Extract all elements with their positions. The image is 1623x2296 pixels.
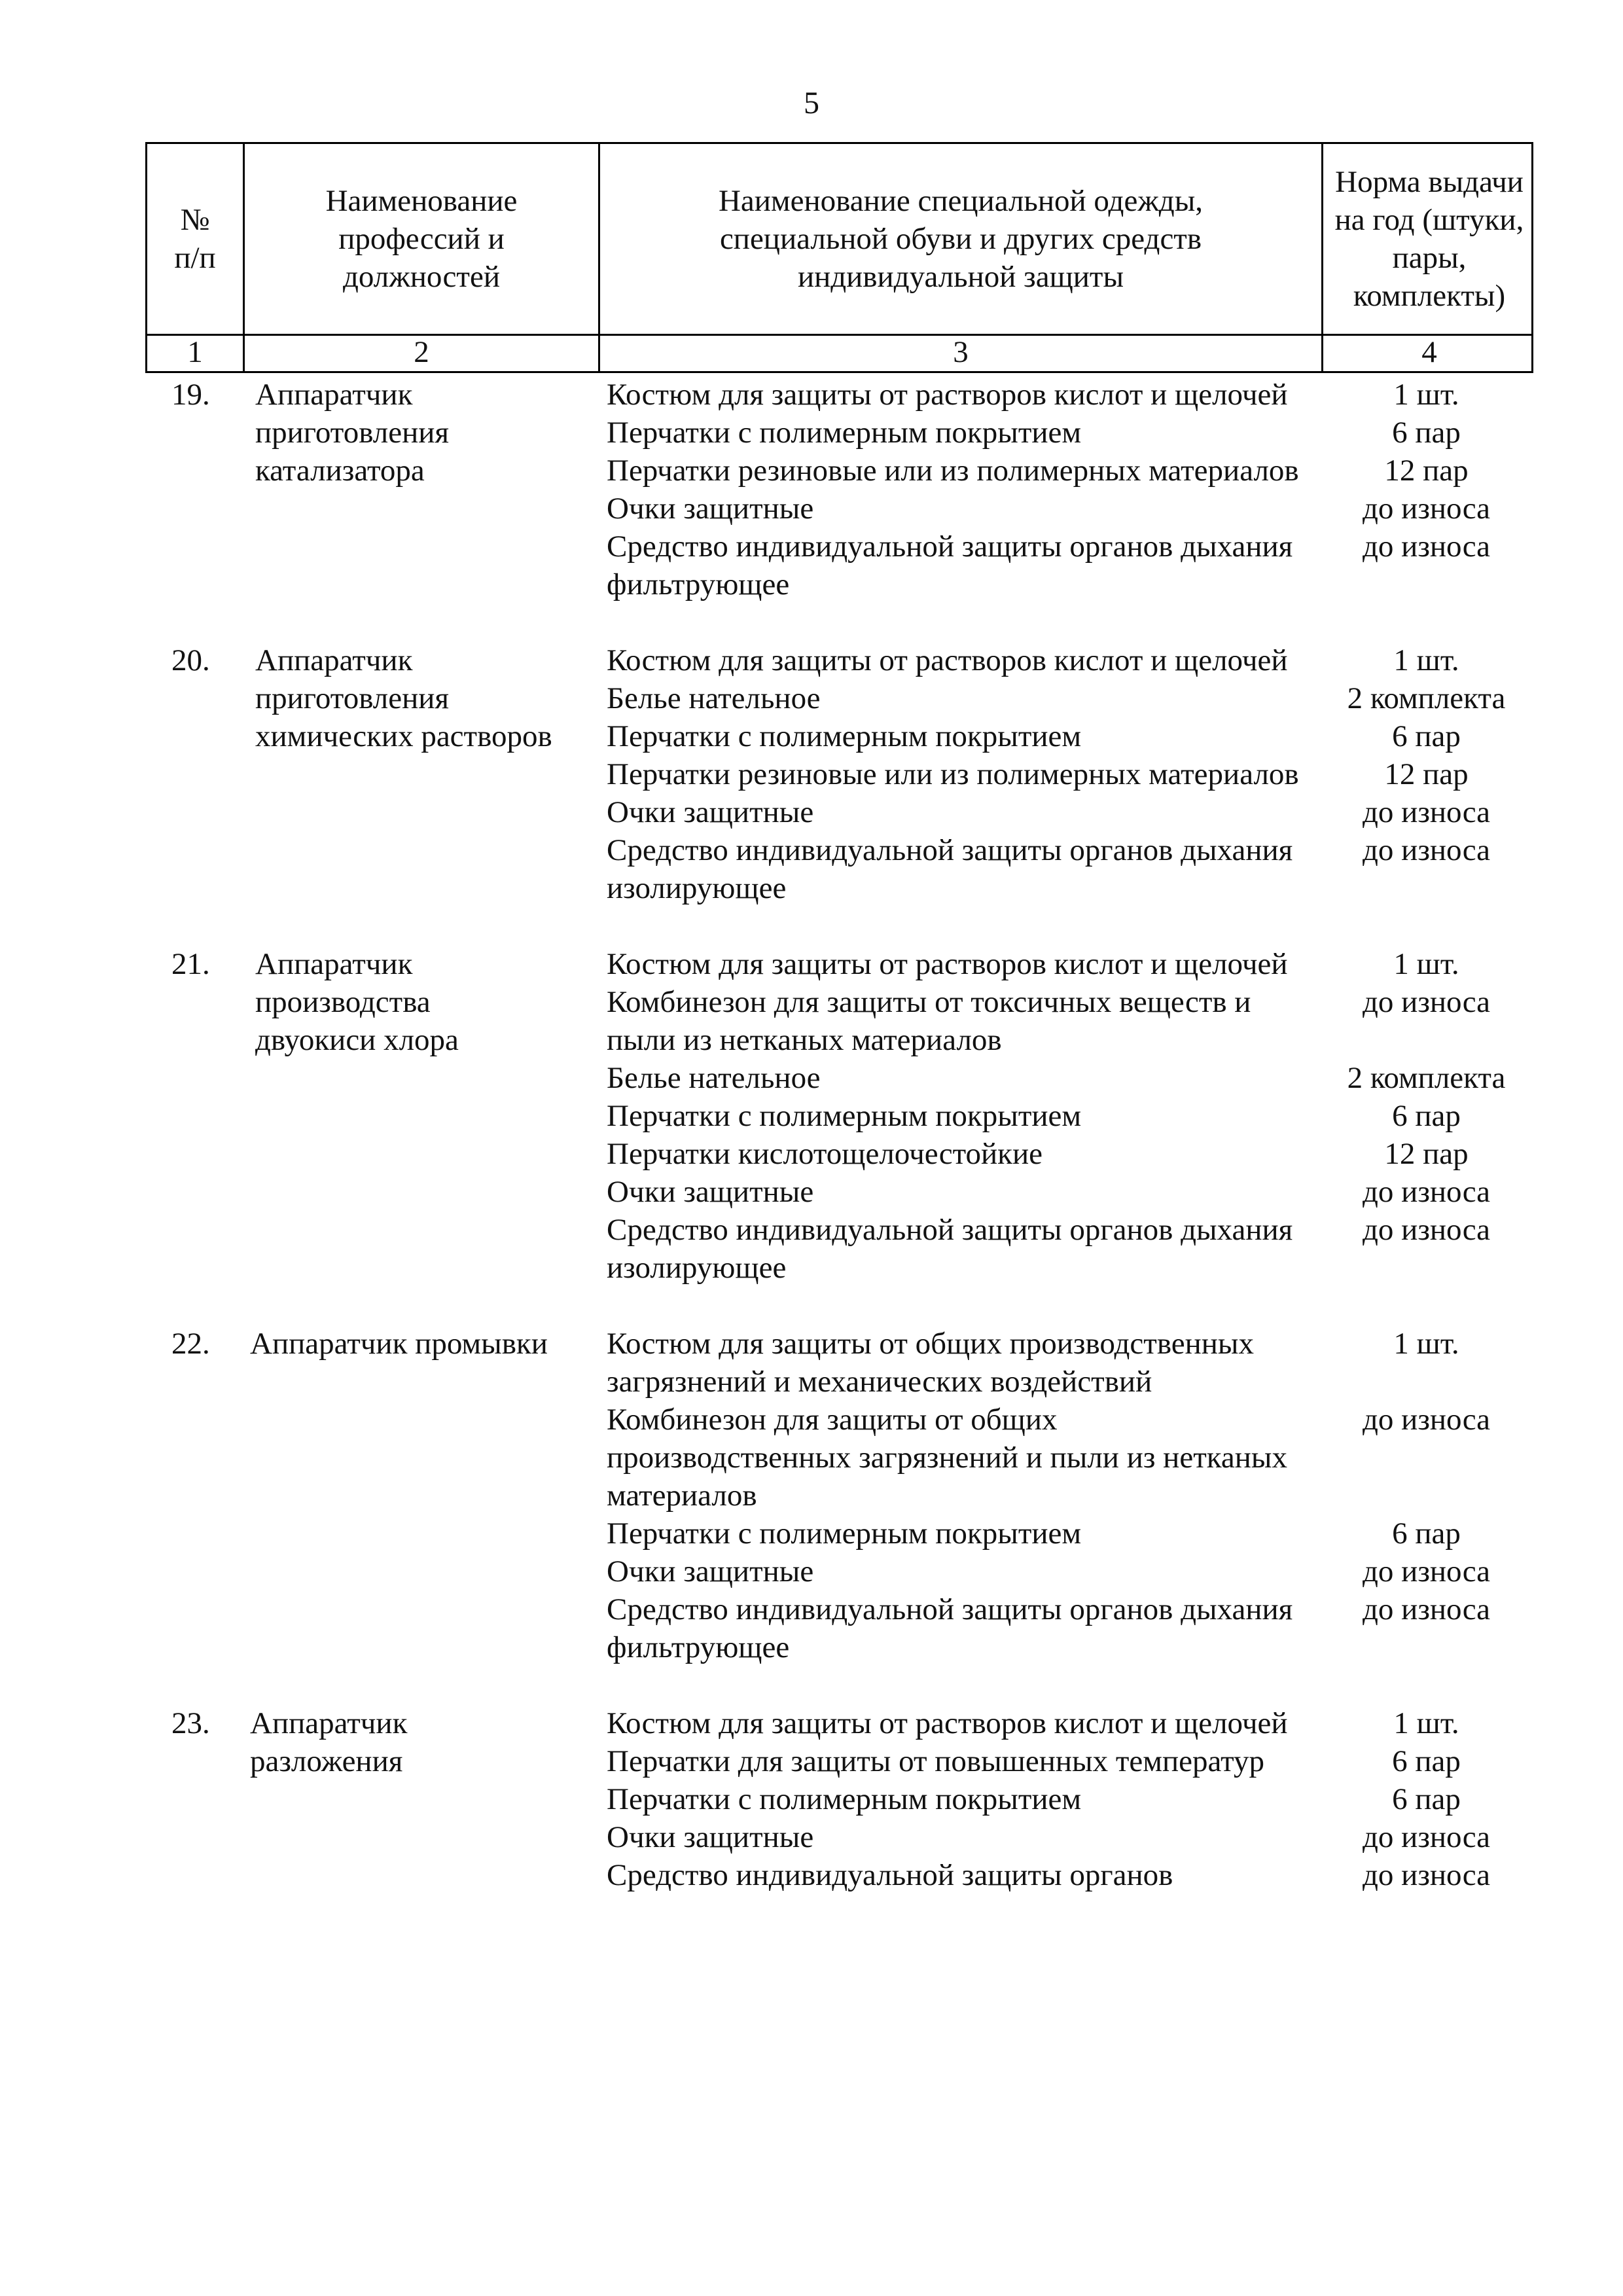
list-item <box>596 490 1533 528</box>
column-number: 3 <box>598 336 1321 371</box>
list-item <box>596 831 1533 907</box>
equipment-list <box>596 376 1533 603</box>
equipment-name: Перчатки резиновые или из полимерных материалов <box>607 757 1299 791</box>
table-header <box>145 142 1533 334</box>
list-item <box>596 528 1533 603</box>
equipment-name: Перчатки кислотощелочестойкие <box>607 1137 1043 1171</box>
list-item <box>596 1173 1533 1211</box>
equipment-name: Средство индивидуальной защиты органов <box>607 1858 1173 1892</box>
table-row <box>145 1325 1533 1666</box>
equipment-name: Костюм для защиты от растворов кислот и щелочей <box>607 1706 1288 1740</box>
issue-norm: 6 пар <box>1392 416 1461 450</box>
list-item <box>596 1401 1533 1515</box>
equipment-name: Комбинезон для защиты от токсичных веществ и пыли из нетканых материалов <box>607 985 1251 1057</box>
equipment-name: Костюм для защиты от растворов кислот и щелочей <box>607 947 1288 981</box>
table-row <box>145 1704 1533 1894</box>
list-item <box>596 1325 1533 1401</box>
list-item <box>596 1818 1533 1856</box>
issue-norm: 6 пар <box>1392 719 1461 753</box>
issue-norm: 12 пар <box>1384 454 1469 488</box>
equipment-name: Комбинезон для защиты от общих производственных загрязнений и пыли из нетканых материалов <box>607 1403 1287 1513</box>
issue-norm: до износа <box>1363 1175 1490 1209</box>
issue-norm: 12 пар <box>1384 1137 1469 1171</box>
issue-norm: до износа <box>1363 1820 1490 1854</box>
profession-name: Аппаратчик разложения <box>250 1706 408 1778</box>
issue-norm: 2 комплекта <box>1347 1061 1506 1095</box>
issue-norm: 1 шт. <box>1393 378 1459 412</box>
equipment-name: Очки защитные <box>607 1820 814 1854</box>
list-item <box>596 1856 1533 1894</box>
issue-norm: до износа <box>1363 1592 1490 1626</box>
list-item <box>596 793 1533 831</box>
issue-norm: до износа <box>1363 833 1490 867</box>
profession-name: Аппаратчик приготовления катализатора <box>255 378 450 488</box>
equipment-name: Очки защитные <box>607 492 814 526</box>
table-body <box>145 376 1533 1894</box>
issue-norm: 6 пар <box>1392 1516 1461 1551</box>
list-item <box>596 641 1533 679</box>
issue-norm: 2 комплекта <box>1347 681 1506 715</box>
issue-norm: 6 пар <box>1392 1099 1461 1133</box>
page-number: 5 <box>804 86 819 120</box>
list-item <box>596 945 1533 983</box>
list-item <box>596 755 1533 793</box>
issue-norm: 12 пар <box>1384 757 1469 791</box>
table-row <box>145 945 1533 1287</box>
equipment-list <box>596 1325 1533 1666</box>
issue-norm: до износа <box>1363 529 1490 564</box>
equipment-name: Средство индивидуальной защиты органов дыхания изолирующее <box>607 833 1293 905</box>
equipment-name: Перчатки с полимерным покрытием <box>607 719 1082 753</box>
issue-norm: до износа <box>1363 985 1490 1019</box>
equipment-name: Очки защитные <box>607 1554 814 1588</box>
table-row <box>145 641 1533 907</box>
row-number: 23. <box>171 1706 210 1740</box>
issue-norm: 1 шт. <box>1393 947 1459 981</box>
equipment-name: Средство индивидуальной защиты органов дыхания фильтрующее <box>607 1592 1293 1664</box>
issue-norm: до износа <box>1363 492 1490 526</box>
issue-norm: 6 пар <box>1392 1782 1461 1816</box>
list-item <box>596 1515 1533 1552</box>
issue-norm: до износа <box>1363 1403 1490 1437</box>
header-col-norm: Норма выдачи на год (штуки, пары, комплекты) <box>1321 144 1535 334</box>
equipment-name: Перчатки с полимерным покрытием <box>607 1782 1082 1816</box>
header-col-equipment: Наименование специальной одежды, специальной обуви и других средств индивидуальной защиты <box>598 144 1321 334</box>
list-item <box>596 1097 1533 1135</box>
equipment-name: Белье нательное <box>607 1061 821 1095</box>
equipment-name: Белье нательное <box>607 681 821 715</box>
list-item <box>596 1590 1533 1666</box>
column-numbers-row <box>145 334 1533 373</box>
equipment-name: Средство индивидуальной защиты органов дыхания изолирующее <box>607 1213 1293 1285</box>
issue-norm: 1 шт. <box>1393 1706 1459 1740</box>
column-number: 4 <box>1321 336 1535 371</box>
equipment-name: Средство индивидуальной защиты органов дыхания фильтрующее <box>607 529 1293 601</box>
list-item <box>596 1742 1533 1780</box>
profession-name: Аппаратчик промывки <box>250 1327 548 1361</box>
issue-norm: 6 пар <box>1392 1744 1461 1778</box>
equipment-name: Очки защитные <box>607 795 814 829</box>
list-item <box>596 376 1533 414</box>
equipment-name: Очки защитные <box>607 1175 814 1209</box>
issue-norm: до износа <box>1363 1858 1490 1892</box>
ppe-norms-table <box>145 142 1533 1894</box>
equipment-name: Перчатки с полимерным покрытием <box>607 1099 1082 1133</box>
list-item <box>596 414 1533 452</box>
equipment-name: Перчатки для защиты от повышенных температур <box>607 1744 1265 1778</box>
equipment-list <box>596 641 1533 907</box>
issue-norm: 1 шт. <box>1393 643 1459 677</box>
equipment-name: Перчатки резиновые или из полимерных материалов <box>607 454 1299 488</box>
issue-norm: 1 шт. <box>1393 1327 1459 1361</box>
column-number: 1 <box>187 335 203 369</box>
table-row <box>145 376 1533 603</box>
header-col-number: № п/п <box>174 203 216 275</box>
equipment-list <box>596 945 1533 1287</box>
equipment-name: Перчатки с полимерным покрытием <box>607 1516 1082 1551</box>
column-number: 2 <box>243 336 598 371</box>
row-number: 21. <box>171 947 210 981</box>
list-item <box>596 983 1533 1059</box>
equipment-list <box>596 1704 1533 1894</box>
list-item <box>596 1704 1533 1742</box>
profession-name: Аппаратчик производства двуокиси хлора <box>255 947 459 1057</box>
issue-norm: до износа <box>1363 1213 1490 1247</box>
header-col-profession: Наименование профессий и должностей <box>243 144 598 334</box>
list-item <box>596 1059 1533 1097</box>
row-number: 20. <box>171 643 210 677</box>
profession-name: Аппаратчик приготовления химических растворов <box>255 643 552 753</box>
equipment-name: Костюм для защиты от растворов кислот и щелочей <box>607 378 1288 412</box>
row-number: 19. <box>171 378 210 412</box>
list-item <box>596 1135 1533 1173</box>
issue-norm: до износа <box>1363 795 1490 829</box>
list-item <box>596 679 1533 717</box>
list-item <box>596 1780 1533 1818</box>
list-item <box>596 717 1533 755</box>
list-item <box>596 1552 1533 1590</box>
row-number: 22. <box>171 1327 210 1361</box>
list-item <box>596 1211 1533 1287</box>
equipment-name: Перчатки с полимерным покрытием <box>607 416 1082 450</box>
equipment-name: Костюм для защиты от общих производственных загрязнений и механических воздействий <box>607 1327 1254 1399</box>
equipment-name: Костюм для защиты от растворов кислот и щелочей <box>607 643 1288 677</box>
issue-norm: до износа <box>1363 1554 1490 1588</box>
list-item <box>596 452 1533 490</box>
